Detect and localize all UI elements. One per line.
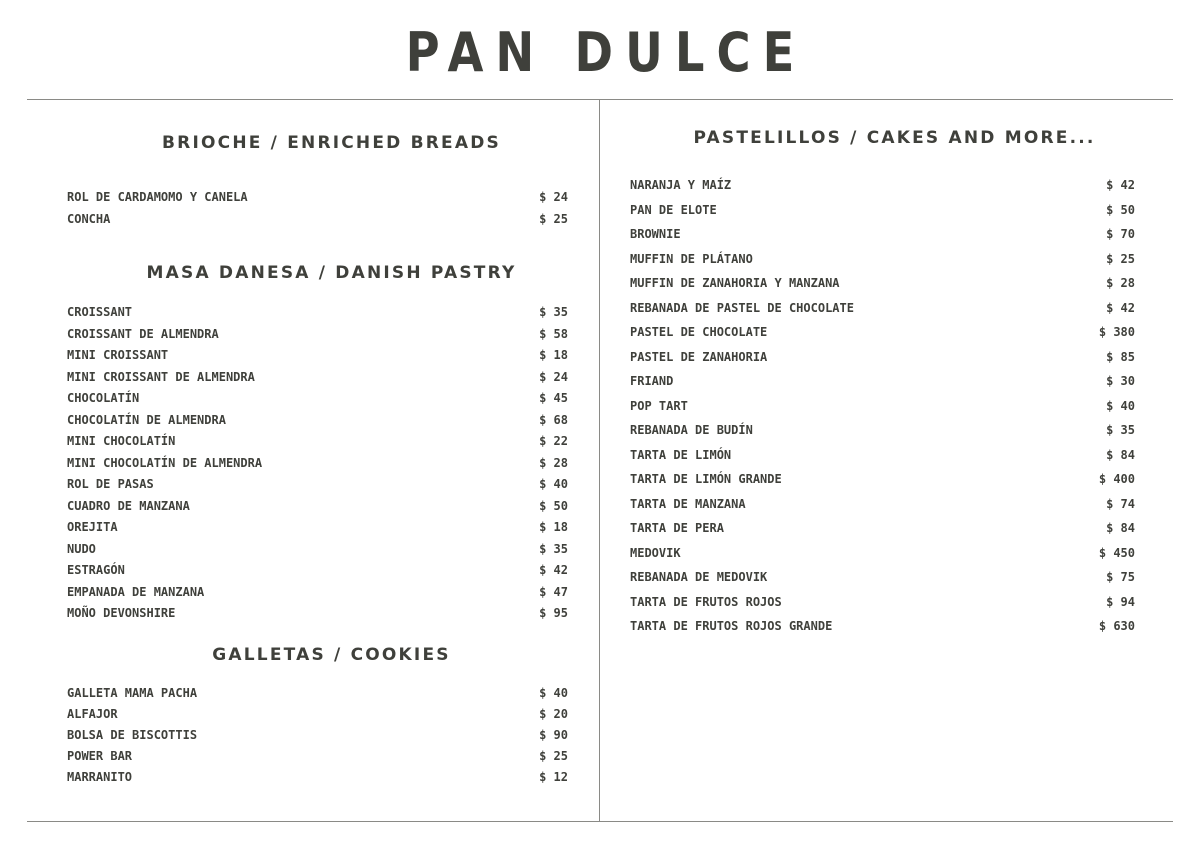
menu-item-price: $ 50: [539, 498, 568, 513]
menu-item: [630, 300, 1135, 316]
menu-item-price: $ 42: [539, 563, 568, 577]
menu-item-name: POWER BAR: [67, 749, 133, 763]
menu-item: [67, 189, 568, 205]
menu-item-name: TARTA DE LIMÓN GRANDE: [630, 472, 782, 486]
menu-item: [67, 455, 568, 471]
menu-item-name: BROWNIE: [630, 227, 681, 241]
menu-item-name: TARTA DE FRUTOS ROJOS: [630, 594, 782, 609]
section-heading-brioche: BRIOCHE / ENRICHED BREADS: [162, 133, 501, 153]
menu-item: [630, 202, 1135, 218]
menu-item-name: PAN DE ELOTE: [630, 202, 717, 217]
menu-item: [67, 369, 568, 385]
menu-item: [630, 324, 1135, 340]
menu-item: [67, 685, 568, 701]
column-divider: [599, 99, 600, 822]
menu-item-price: $ 35: [539, 305, 568, 319]
menu-item-price: $ 58: [539, 326, 568, 341]
menu-item: [630, 594, 1135, 610]
menu-item: [630, 545, 1135, 561]
menu-item: [630, 226, 1135, 242]
menu-item-price: $ 45: [539, 391, 568, 405]
menu-item-name: TARTA DE MANZANA: [630, 496, 746, 511]
menu-item: [630, 422, 1135, 438]
menu-item: [67, 476, 568, 492]
menu-item-price: $ 12: [539, 770, 568, 784]
menu-item-name: NUDO: [67, 541, 96, 556]
menu-item-name: CROISSANT DE ALMENDRA: [67, 326, 219, 341]
section-heading-cookies: GALLETAS / COOKIES: [212, 645, 451, 665]
menu-item-price: $ 400: [1098, 472, 1135, 486]
menu-item-price: $ 85: [1106, 349, 1135, 364]
menu-item-price: $ 68: [539, 412, 568, 427]
menu-item-price: $ 94: [1106, 594, 1135, 609]
menu-item-name: OREJITA: [67, 520, 118, 534]
menu-item-price: $ 22: [539, 434, 568, 448]
menu-item: [630, 520, 1135, 536]
menu-item-name: MEDOVIK: [630, 545, 681, 560]
menu-item-name: MINI CROISSANT DE ALMENDRA: [67, 369, 255, 384]
menu-item-price: $ 28: [539, 455, 568, 470]
menu-item: [630, 618, 1135, 634]
menu-item: [67, 562, 568, 578]
bottom-divider: [27, 821, 1173, 822]
menu-item-price: $ 630: [1098, 619, 1135, 633]
menu-item: [630, 251, 1135, 267]
menu-item-name: ESTRAGÓN: [67, 563, 125, 577]
menu-item-name: TARTA DE LIMÓN: [630, 447, 732, 462]
menu-item-name: FRIAND: [630, 374, 674, 388]
menu-item-price: $ 24: [539, 369, 568, 384]
menu-item-name: TARTA DE PERA: [630, 521, 724, 535]
menu-title: PAN DULCE: [405, 21, 807, 84]
menu-item-price: $ 74: [1106, 496, 1135, 511]
menu-item-price: $ 84: [1106, 447, 1135, 462]
menu-item-name: CONCHA: [67, 212, 111, 226]
menu-item: [67, 748, 568, 764]
menu-item-name: ROL DE CARDAMOMO Y CANELA: [67, 190, 248, 204]
menu-item-price: $ 50: [1106, 202, 1135, 217]
menu-item-name: REBANADA DE MEDOVIK: [630, 570, 768, 584]
menu-item-price: $ 84: [1106, 521, 1135, 535]
menu-item-name: GALLETA MAMA PACHA: [67, 686, 198, 700]
menu-item-name: MUFFIN DE ZANAHORIA Y MANZANA: [630, 276, 840, 290]
menu-item-name: MINI CHOCOLATÍN DE ALMENDRA: [67, 455, 263, 470]
menu-item-price: $ 70: [1106, 227, 1135, 241]
menu-item: [630, 373, 1135, 389]
top-divider: [27, 99, 1173, 100]
menu-item: [67, 304, 568, 320]
menu-item-price: $ 24: [539, 190, 568, 204]
menu-item-price: $ 35: [1106, 423, 1135, 437]
menu-item-name: ROL DE PASAS: [67, 477, 154, 491]
menu-item-price: $ 25: [539, 212, 568, 226]
menu-item: [67, 519, 568, 535]
menu-item-name: BOLSA DE BISCOTTIS: [67, 728, 198, 742]
menu-item: [67, 769, 568, 785]
menu-item: [630, 398, 1135, 414]
menu-item-price: $ 380: [1098, 325, 1135, 339]
menu-item: [67, 541, 568, 557]
menu-item-price: $ 450: [1098, 545, 1135, 560]
menu-item-price: $ 40: [1106, 398, 1135, 413]
menu-item: [67, 584, 568, 600]
menu-item-price: $ 25: [539, 749, 568, 763]
menu-item-name: MINI CHOCOLATÍN: [67, 434, 176, 448]
menu-item-name: EMPANADA DE MANZANA: [67, 584, 205, 599]
menu-item-price: $ 47: [539, 584, 568, 599]
menu-item: [67, 347, 568, 363]
menu-item: [630, 177, 1135, 193]
menu-item: [67, 498, 568, 514]
menu-item-price: $ 25: [1106, 251, 1135, 266]
menu-item-price: $ 35: [539, 541, 568, 556]
menu-item-name: MARRANITO: [67, 770, 133, 784]
menu-item-name: PASTEL DE ZANAHORIA: [630, 349, 768, 364]
menu-item: [67, 412, 568, 428]
menu-item: [630, 569, 1135, 585]
menu-item: [67, 390, 568, 406]
menu-item-name: CHOCOLATÍN DE ALMENDRA: [67, 412, 226, 427]
menu-item-price: $ 40: [539, 477, 568, 491]
menu-item: [630, 496, 1135, 512]
menu-item-name: TARTA DE FRUTOS ROJOS GRANDE: [630, 619, 833, 633]
menu-item: [67, 706, 568, 722]
menu-item: [630, 275, 1135, 291]
menu-item-price: $ 40: [539, 686, 568, 700]
menu-item: [67, 326, 568, 342]
menu-item-price: $ 20: [539, 707, 568, 721]
menu-item-price: $ 28: [1106, 276, 1135, 290]
menu-item: [67, 605, 568, 621]
menu-item-name: POP TART: [630, 398, 688, 413]
menu-item-price: $ 18: [539, 348, 568, 362]
menu-item-price: $ 90: [539, 728, 568, 742]
menu-item: [630, 447, 1135, 463]
menu-item: [630, 471, 1135, 487]
menu-item-name: CHOCOLATÍN: [67, 391, 140, 405]
menu-item-name: MUFFIN DE PLÁTANO: [630, 251, 753, 266]
menu-item-price: $ 42: [1106, 178, 1135, 192]
menu-item-price: $ 30: [1106, 374, 1135, 388]
menu-item-name: REBANADA DE PASTEL DE CHOCOLATE: [630, 300, 854, 315]
menu-item: [67, 433, 568, 449]
menu-item-name: CUADRO DE MANZANA: [67, 498, 190, 513]
menu-item-name: NARANJA Y MAÍZ: [630, 178, 732, 192]
menu-item: [630, 349, 1135, 365]
menu-item-name: REBANADA DE BUDÍN: [630, 423, 753, 437]
menu-item-name: MINI CROISSANT: [67, 348, 169, 362]
menu-item-price: $ 42: [1106, 300, 1135, 315]
menu-item-name: ALFAJOR: [67, 707, 118, 721]
menu-item-price: $ 95: [539, 606, 568, 620]
menu-item-price: $ 18: [539, 520, 568, 534]
section-heading-cakes: PASTELILLOS / CAKES AND MORE...: [693, 128, 1096, 148]
menu-item-name: MOÑO DEVONSHIRE: [67, 606, 176, 620]
menu-item-price: $ 75: [1106, 570, 1135, 584]
menu-item-name: PASTEL DE CHOCOLATE: [630, 325, 768, 339]
menu-item: [67, 211, 568, 227]
menu-item: [67, 727, 568, 743]
section-heading-danish: MASA DANESA / DANISH PASTRY: [146, 263, 517, 283]
menu-item-name: CROISSANT: [67, 305, 133, 319]
